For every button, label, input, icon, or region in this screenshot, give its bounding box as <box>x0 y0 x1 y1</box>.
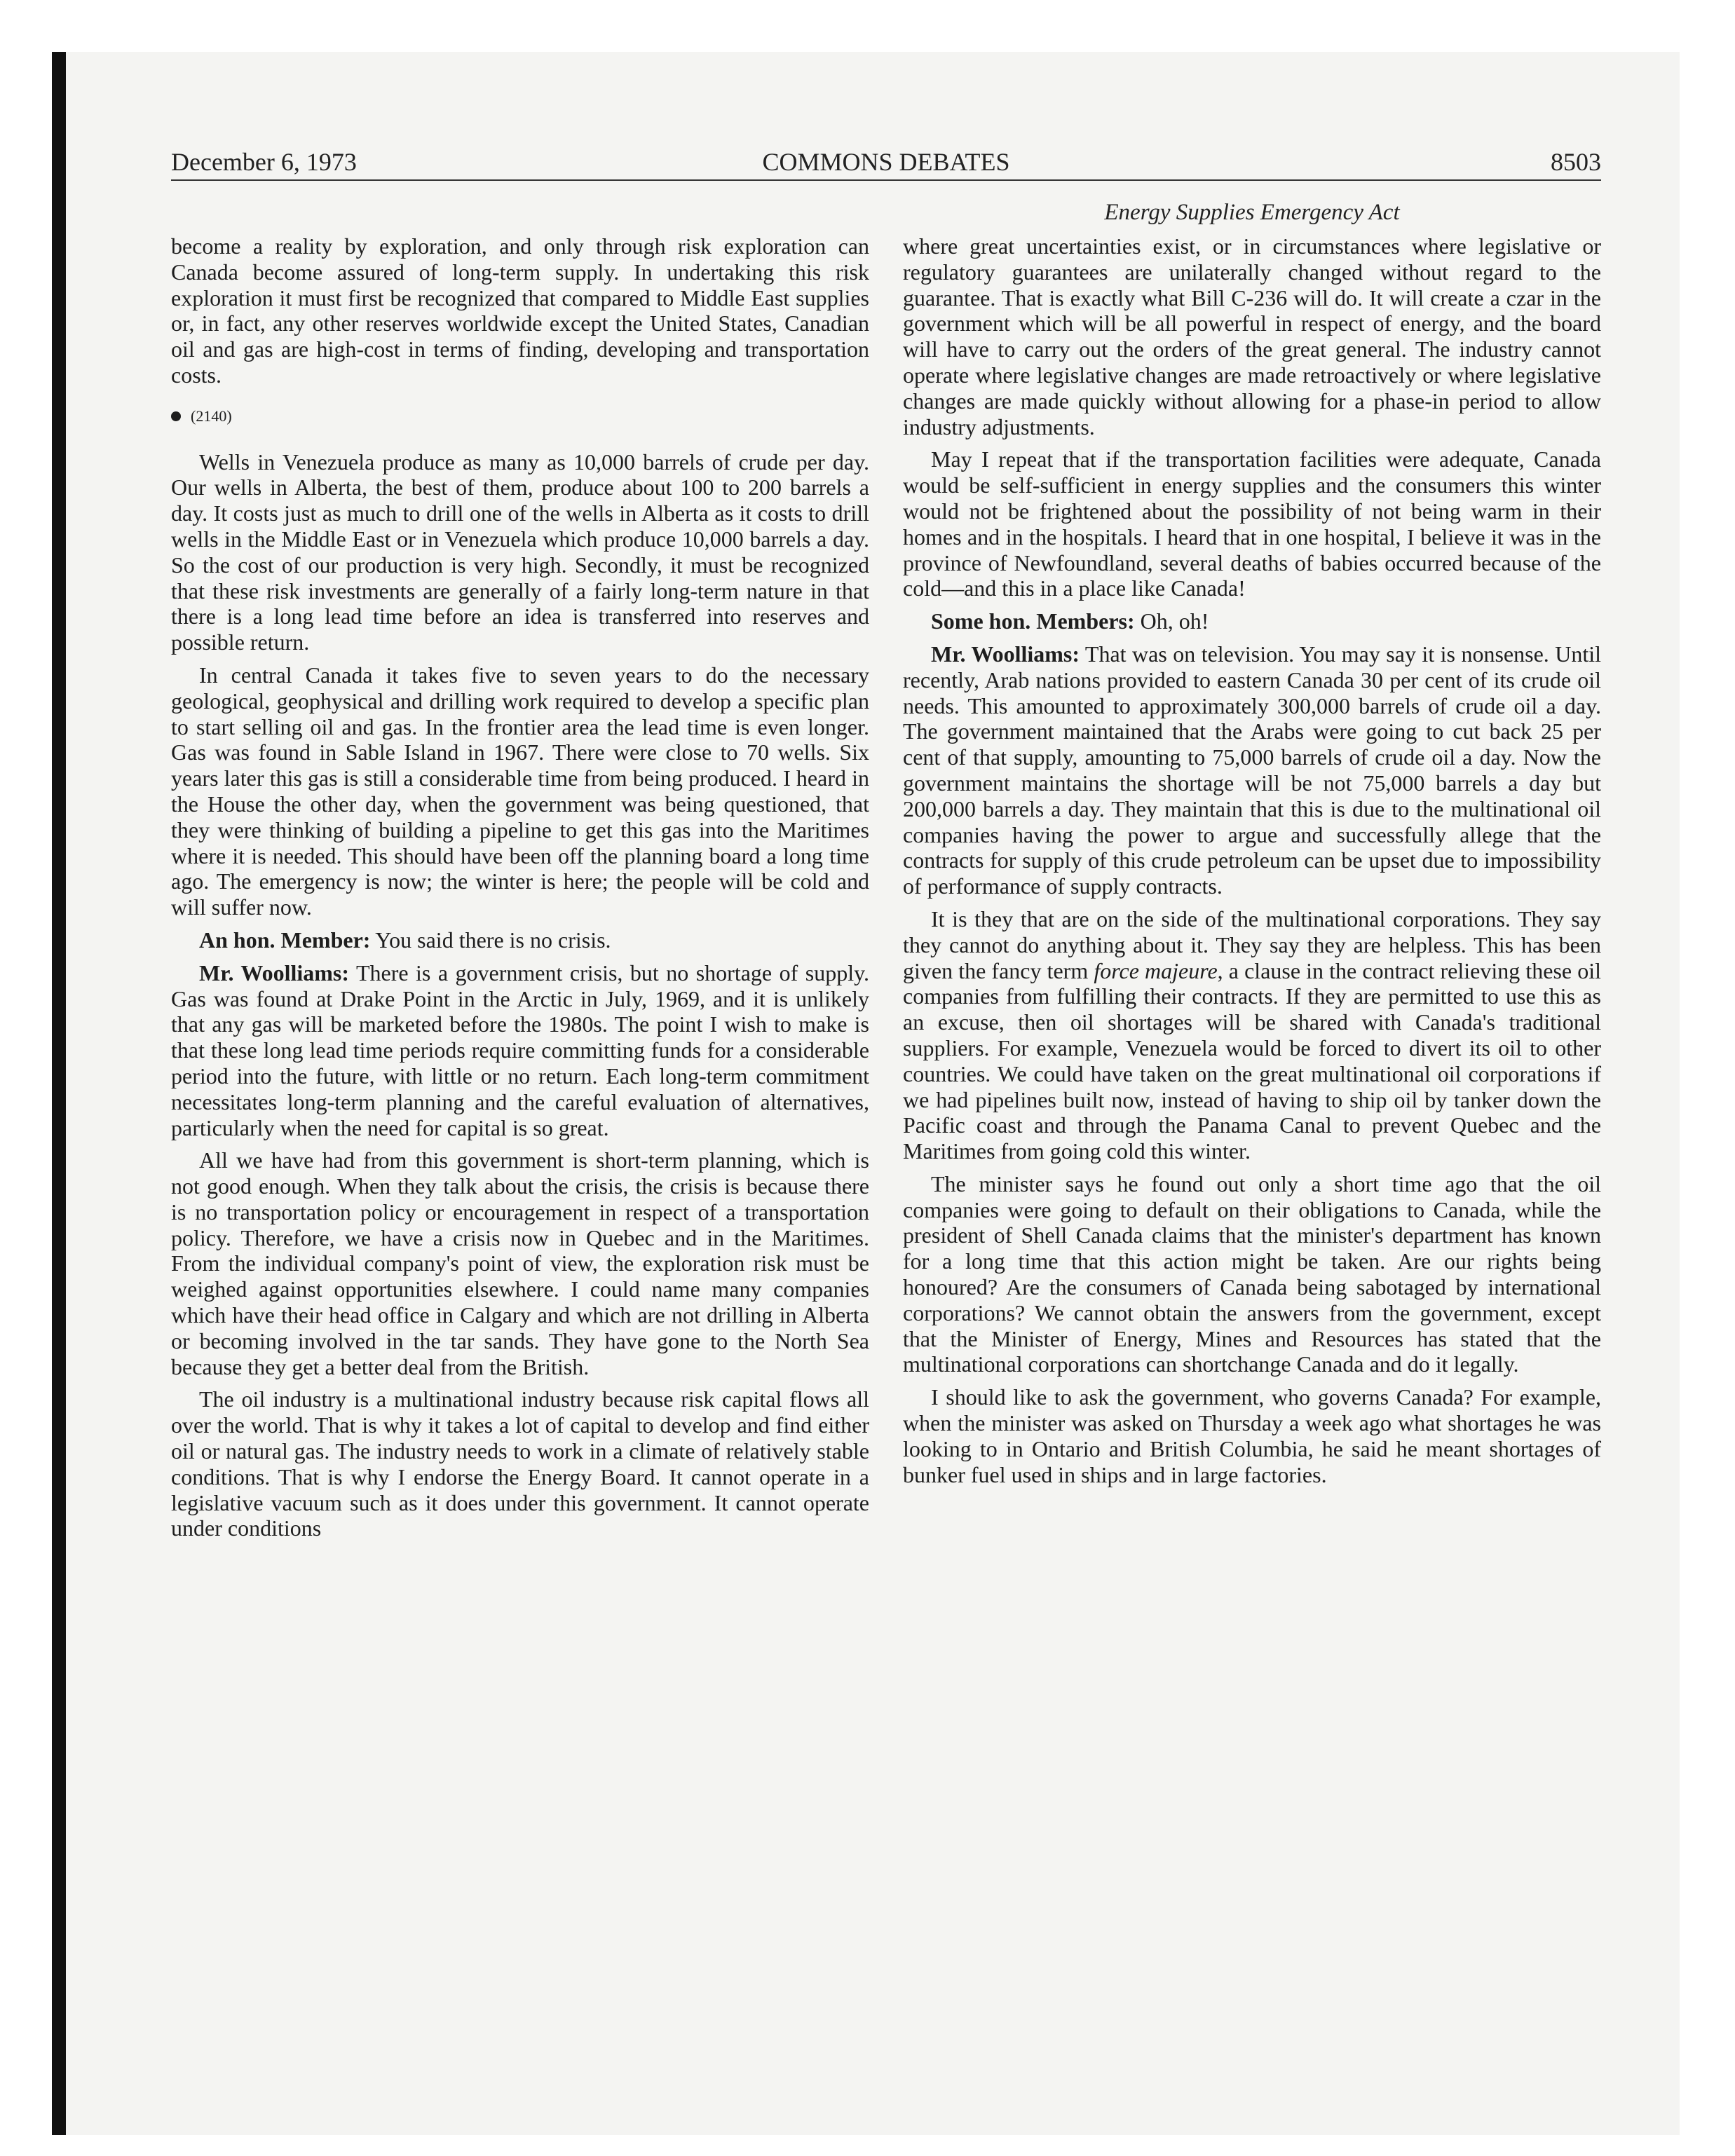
text-run: It is they that are on the side of the multinational corporations. They say they cannot do anything about it. They say they are helpless. This has been given the fancy term <box>903 906 1601 983</box>
header-date: December 6, 1973 <box>171 148 357 176</box>
paragraph: The minister says he found out only a short time ago that the oil companies were going to default on their obligations to Canada, while the president of Shell Canada claims that the minister's department has known for a long time that this action might be taken. Are our rights being honoured? Are the consumers of Canada being sabotaged by international corporations? We cannot obtain the answers from the government, except that the Minister of Energy, Mines and Resources has stated that the multinational corporations can shortchange Canada and do it legally. <box>903 1171 1601 1377</box>
speech-paragraph <box>171 927 869 953</box>
page-header <box>171 147 1601 184</box>
speaker-name: Some hon. Members: <box>931 608 1135 634</box>
speech-text: There is a government crisis, but no shortage of supply. Gas was found at Drake Point in the Arctic in July, 1969, and it is unlikely that any gas will be marketed before the 1980s. The point I wish to make is that these long lead time periods require committing funds for a considerable period into the future, with little or no return. Each long-term commitment necessitates long-term planning and the careful evaluation of alternatives, particularly when the need for capital is so great. <box>171 960 870 1140</box>
header-title: COMMONS DEBATES <box>762 148 1010 176</box>
speech-text: Oh, oh! <box>1140 608 1209 634</box>
time-marker <box>171 404 869 430</box>
speaker-name: An hon. Member: <box>199 927 371 953</box>
running-title: Energy Supplies Emergency Act <box>1104 200 1400 225</box>
left-column <box>171 233 869 1548</box>
speech-paragraph <box>903 608 1601 634</box>
paragraph: The oil industry is a multinational industry because risk capital flows all over the world. That is why it takes a lot of capital to develop and find either oil or natural gas. The industry needs to work in a climate of relatively stable conditions. That is why I endorse the Energy Board. It cannot operate in a legislative vacuum such as it does under this government. It cannot operate under conditions <box>171 1386 869 1541</box>
speaker-name: Mr. Woolliams: <box>931 641 1080 667</box>
paragraph: I should like to ask the government, who governs Canada? For example, when the minister was asked on Thursday a week ago what shortages he was looking to in Ontario and British Columbia, he said he meant shortages of bunker fuel used in ships and in large factories. <box>903 1384 1601 1487</box>
paragraph: All we have had from this government is short-term planning, which is not good enough. When they talk about the crisis, the crisis is because there is no transportation policy or encouragement in respect of a transportation policy. Therefore, we have a crisis now in Quebec and in the Maritimes. From the individual company's point of view, the exploration risk must be weighed against opportunities elsewhere. I could name many companies which have their head office in Calgary and which are not drilling in Alberta or becoming involved in the tar sands. They have gone to the North Sea because they get a better deal from the British. <box>171 1147 869 1379</box>
right-column <box>903 233 1601 1494</box>
paragraph: Wells in Venezuela produce as many as 10,000 barrels of crude per day. Our wells in Alberta, the best of them, produce about 100 to 200 barrels a day. It costs just as much to drill one of the wells in Alberta as it costs to drill wells in the Middle East or in Venezuela which produce 10,000 barrels a day. So the cost of our production is very high. Secondly, it must be recognized that these risk investments are generally of a fairly long-term nature in that there is a long lead time before an idea is transferred into reserves and possible return. <box>171 449 869 655</box>
time-marker-label: (2140) <box>191 407 232 425</box>
paragraph: May I repeat that if the transportation facilities were adequate, Canada would be self-sufficient in energy supplies and the consumers this winter would not be frightened about the possibility of not being warm in their homes and in the hospitals. I heard that in one hospital, I believe it was in the province of Newfoundland, several deaths of babies occurred because of the cold—and this in a place like Canada! <box>903 446 1601 601</box>
paragraph: become a reality by exploration, and only through risk exploration can Canada become assured of long-term supply. In undertaking this risk exploration it must first be recognized that compared to Middle East supplies or, in fact, any other reserves worldwide except the United States, Canadian oil and gas are high-cost in terms of finding, developing and transportation costs. <box>171 233 869 388</box>
paragraph <box>903 906 1601 1164</box>
header-page-number: 8503 <box>1551 148 1601 176</box>
speech-paragraph <box>903 641 1601 899</box>
speaker-name: Mr. Woolliams: <box>199 960 350 985</box>
speech-paragraph <box>171 960 869 1141</box>
paragraph: In central Canada it takes five to seven years to do the necessary geological, geophysical and drilling work required to develop a specific plan to start selling oil and gas. In the frontier area the lead time is even longer. Gas was found in Sable Island in 1967. There were close to 70 wells. Six years later this gas is still a considerable time from being produced. I heard in the House the other day, when the government was being questioned, that they were thinking of building a pipeline to get this gas into the Maritimes where it is needed. This should have been off the planning board a long time ago. The emergency is now; the winter is here; the people will be cold and will suffer now. <box>171 662 869 920</box>
text-run: , a clause in the contract relieving these oil companies from fulfilling their contracts. If they are permitted to use this as an excuse, then oil shortages will be shared with Canada's traditional suppliers. For example, Venezuela would be forced to divert its oil to other countries. We could have taken on the great multinational oil corporations if we had pipelines built now, instead of having to ship oil by tanker down the Pacific coast and through the Panama Canal to prevent Quebec and the Maritimes from going cold this winter. <box>903 957 1601 1164</box>
scan-binding-edge <box>52 52 66 2135</box>
italic-term: force majeure <box>1094 957 1218 983</box>
paragraph: where great uncertainties exist, or in circumstances where legislative or regulatory guarantees are unilaterally changed without regard to the guarantee. That is exactly what Bill C-236 will do. It will create a czar in the government which will be all powerful in respect of energy, and the board will have to carry out the orders of the great general. The industry cannot operate where legislative changes are made retroactively or where legislative changes are made quickly without allowing for a phase-in period to allow industry adjustments. <box>903 233 1601 439</box>
bullet-icon <box>171 411 181 421</box>
speech-text: That was on television. You may say it is nonsense. Until recently, Arab nations provided to eastern Canada 30 per cent of its crude oil needs. This amounted to approximately 300,000 barrels of crude oil a day. The government maintained that the Arabs were going to cut back 25 per cent of that supply, amounting to 75,000 barrels of crude oil a day. Now the government maintains the shortage will be not 75,000 barrels a day but 200,000 barrels a day. They maintain that this is due to the multinational oil companies having the power to argue and successfully allege that the contracts for supply of this crude petroleum can be upset due to impossibility of performance of supply contracts. <box>903 641 1602 899</box>
speech-text: You said there is no crisis. <box>375 927 611 953</box>
header-rule <box>171 179 1601 181</box>
